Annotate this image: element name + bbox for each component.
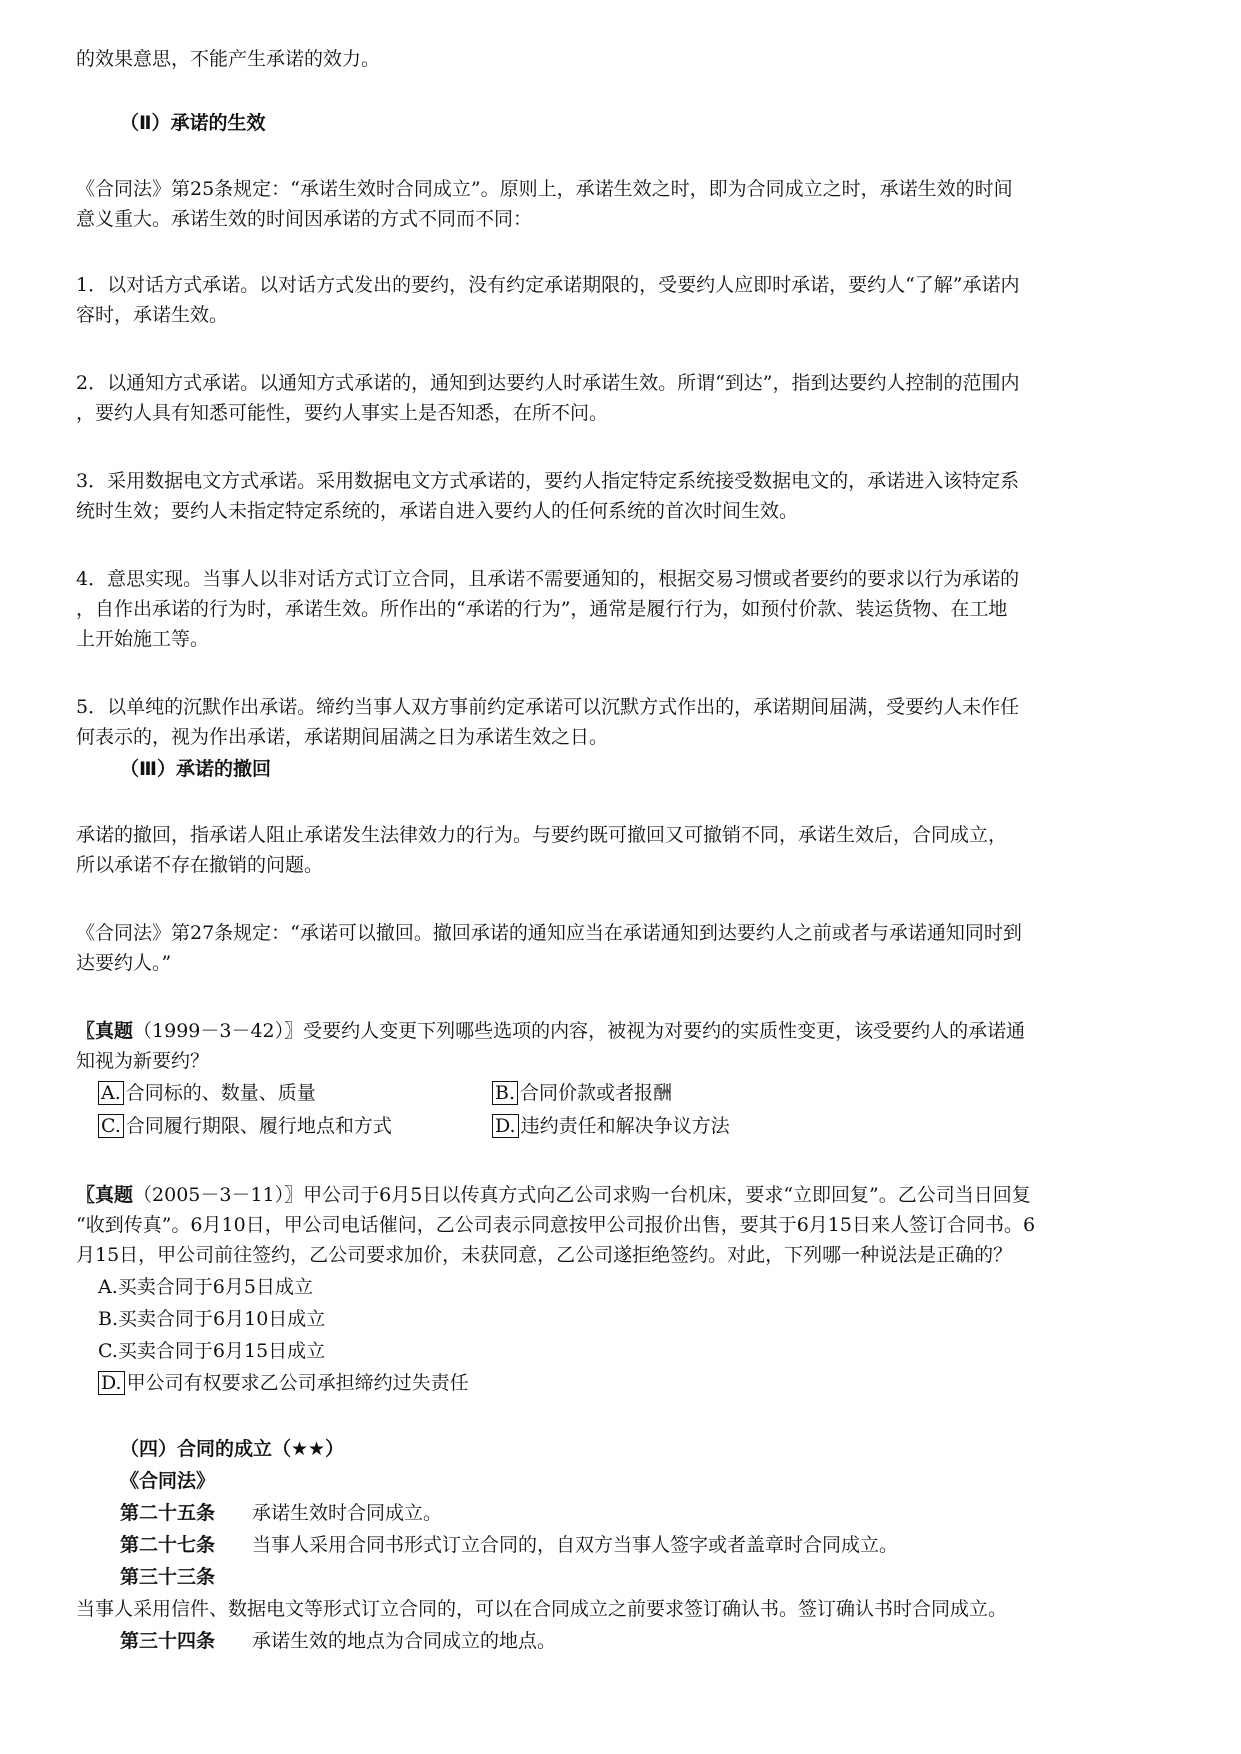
option-text: 合同履行期限、履行地点和方式 bbox=[125, 1115, 392, 1137]
option-text: 违约责任和解决争议方法 bbox=[520, 1115, 730, 1137]
section-heading-acceptance-withdrawal: （Ⅲ）承诺的撤回 bbox=[120, 758, 271, 780]
paragraph-line: 1．以对话方式承诺。以对话方式发出的要约，没有约定承诺期限的，受要约人应即时承诺，要约人“了解”承诺内 bbox=[76, 274, 1020, 296]
article-34 bbox=[120, 1628, 556, 1654]
article-text: 当事人采用合同书形式订立合同的，自双方当事人签字或者盖章时合同成立。 bbox=[252, 1534, 899, 1556]
paragraph-line: 达要约人。” bbox=[76, 952, 172, 974]
article-text: 承诺生效时合同成立。 bbox=[252, 1502, 443, 1524]
article-number: 第二十五条 bbox=[120, 1502, 216, 1524]
option-letter-box: D. bbox=[98, 1371, 125, 1395]
paragraph-line: 容时，承诺生效。 bbox=[76, 304, 229, 326]
option-letter-box: D. bbox=[492, 1114, 519, 1138]
paragraph-line: 上开始施工等。 bbox=[76, 628, 210, 650]
option-letter-box: B. bbox=[492, 1081, 518, 1105]
exam-ref: （1999－3－42）〗 bbox=[133, 1020, 304, 1042]
option-text: 甲公司有权要求乙公司承担缔约过失责任 bbox=[126, 1372, 469, 1394]
paragraph-line: 承诺的撤回，指承诺人阻止承诺发生法律效力的行为。与要约既可撤回又可撤销不同，承诺生效后，合同成立， bbox=[76, 824, 1008, 846]
paragraph-line: 5．以单纯的沉默作出承诺。缔约当事人双方事前约定承诺可以沉默方式作出的，承诺期间届满，受要约人未作任 bbox=[76, 696, 1020, 718]
option-d bbox=[98, 1370, 469, 1396]
question-stem: “收到传真”。6月10日，甲公司电话催问，乙公司表示同意按甲公司报价出售，要其于6月15日来人签订合同书。6 bbox=[76, 1214, 1036, 1236]
question-text: 甲公司于6月5日以传真方式向乙公司求购一台机床，要求“立即回复”。乙公司当日回复 bbox=[303, 1184, 1031, 1206]
question-text: 受要约人变更下列哪些选项的内容，被视为对要约的实质性变更，该受要约人的承诺通 bbox=[303, 1020, 1026, 1042]
paragraph-line: 统时生效；要约人未指定特定系统的，承诺自进入要约人的任何系统的首次时间生效。 bbox=[76, 500, 799, 522]
question-stem: 知视为新要约？ bbox=[76, 1050, 210, 1072]
option-d bbox=[492, 1113, 730, 1139]
option-text: 合同标的、数量、质量 bbox=[125, 1082, 316, 1104]
article-number: 第三十三条 bbox=[120, 1566, 216, 1588]
paragraph-line: 《合同法》第27条规定：“承诺可以撤回。撤回承诺的通知应当在承诺通知到达要约人之前或者与承诺通知同时到 bbox=[76, 922, 1022, 944]
article-number: 第三十四条 bbox=[120, 1630, 216, 1652]
paragraph-line: ，要约人具有知悉可能性，要约人事实上是否知悉，在所不问。 bbox=[76, 402, 609, 424]
paragraph-line: 4．意思实现。当事人以非对话方式订立合同，且承诺不需要通知的，根据交易习惯或者要约的要求以行为承诺的 bbox=[76, 568, 1020, 590]
article-text: 承诺生效的地点为合同成立的地点。 bbox=[252, 1630, 557, 1652]
article-27 bbox=[120, 1532, 898, 1558]
exam-ref: （2005－3－11）〗 bbox=[133, 1184, 304, 1206]
option-a bbox=[98, 1274, 313, 1300]
paragraph-line: 《合同法》第25条规定：“承诺生效时合同成立”。原则上，承诺生效之时，即为合同成立之时，承诺生效的时间 bbox=[76, 178, 1013, 200]
exam-tag: 〖真题 bbox=[76, 1020, 134, 1042]
paragraph-line: 2．以通知方式承诺。以通知方式承诺的，通知到达要约人时承诺生效。所谓“到达”，指到达要约人控制的范围内 bbox=[76, 372, 1020, 394]
question-stem: 月15日，甲公司前往签约，乙公司要求加价，未获同意，乙公司遂拒绝签约。对此，下列哪一种说法是正确的？ bbox=[76, 1244, 1013, 1266]
option-text: 买卖合同于6月10日成立 bbox=[118, 1308, 326, 1330]
law-title: 《合同法》 bbox=[120, 1470, 216, 1492]
paragraph-line: 3．采用数据电文方式承诺。采用数据电文方式承诺的，要约人指定特定系统接受数据电文的，承诺进入该特定系 bbox=[76, 470, 1020, 492]
paragraph-line: 意义重大。承诺生效的时间因承诺的方式不同而不同： bbox=[76, 208, 533, 230]
option-text: 买卖合同于6月15日成立 bbox=[117, 1340, 326, 1362]
option-b bbox=[98, 1306, 325, 1332]
exam-tag: 〖真题 bbox=[76, 1184, 134, 1206]
option-c bbox=[98, 1338, 325, 1364]
article-33 bbox=[120, 1564, 252, 1590]
article-number: 第二十七条 bbox=[120, 1534, 216, 1556]
section-heading-acceptance-effect: （Ⅱ）承诺的生效 bbox=[120, 112, 266, 134]
continued-text: 的效果意思，不能产生承诺的效力。 bbox=[76, 48, 381, 70]
option-a bbox=[98, 1080, 316, 1106]
option-c bbox=[98, 1113, 392, 1139]
option-letter: B. bbox=[98, 1308, 119, 1330]
article-33-text: 当事人采用信件、数据电文等形式订立合同的，可以在合同成立之前要求签订确认书。签订确认书时合同成立。 bbox=[76, 1598, 1008, 1620]
option-text: 买卖合同于6月5日成立 bbox=[117, 1276, 313, 1298]
paragraph-line: 所以承诺不存在撤销的问题。 bbox=[76, 854, 324, 876]
option-text: 合同价款或者报酬 bbox=[520, 1082, 673, 1104]
paragraph-line: ，自作出承诺的行为时，承诺生效。所作出的“承诺的行为”，通常是履行行为，如预付价款、装运货物、在工地 bbox=[76, 598, 1008, 620]
option-b bbox=[492, 1080, 672, 1106]
option-letter-box: A. bbox=[98, 1081, 124, 1105]
article-25 bbox=[120, 1500, 442, 1526]
option-letter: A. bbox=[98, 1276, 118, 1298]
question-stem bbox=[76, 1018, 1025, 1044]
option-letter-box: C. bbox=[98, 1114, 124, 1138]
question-stem bbox=[76, 1182, 1031, 1208]
option-letter: C. bbox=[98, 1340, 118, 1362]
paragraph-line: 何表示的，视为作出承诺，承诺期间届满之日为承诺生效之日。 bbox=[76, 726, 609, 748]
section-heading-contract-formation: （四）合同的成立（★★） bbox=[120, 1438, 345, 1460]
